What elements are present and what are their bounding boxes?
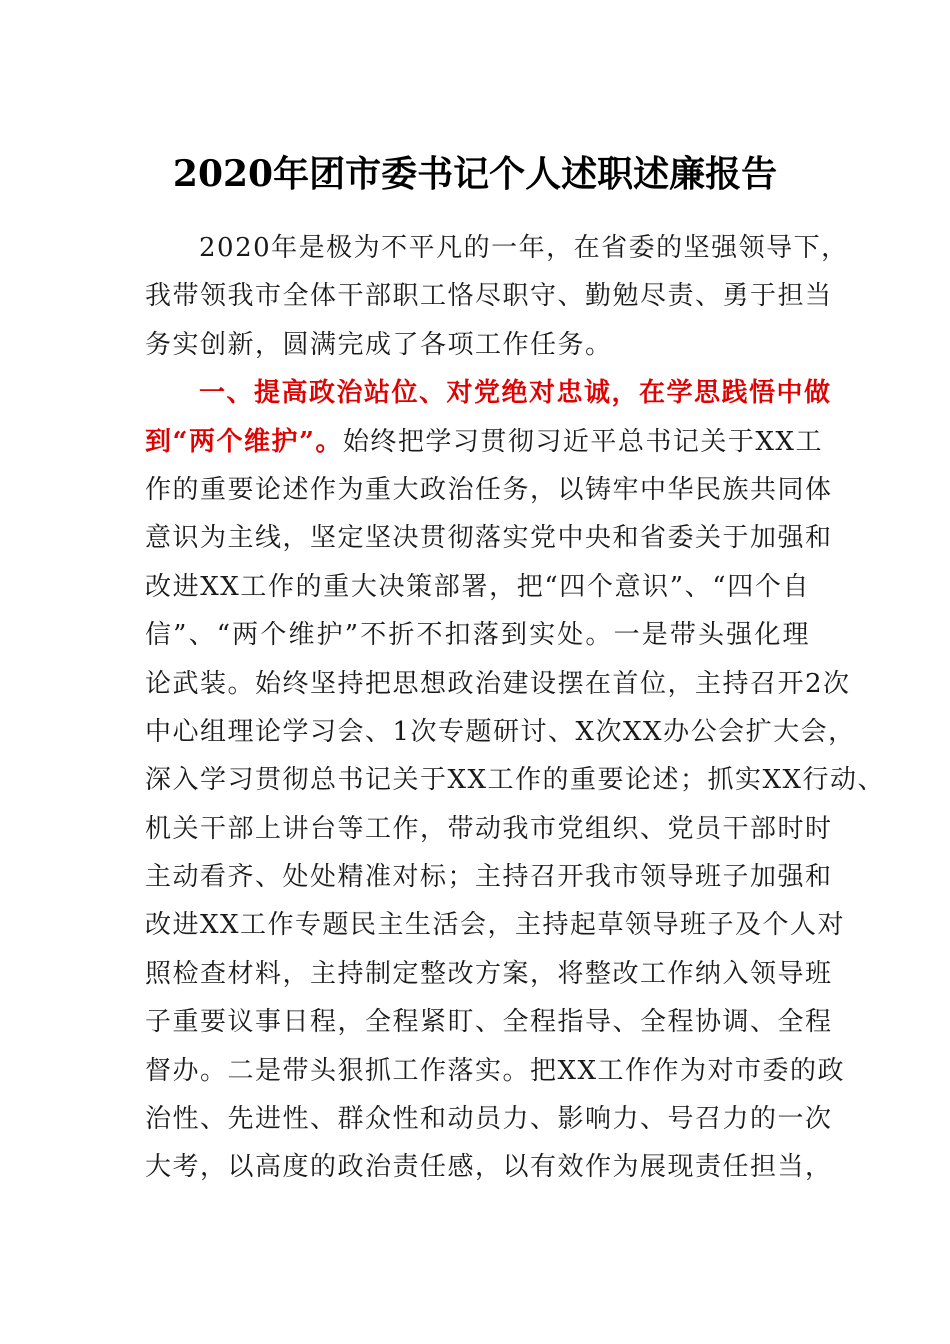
paragraph-line: 2020年是极为不平凡的一年，在省委的坚强领导下，	[199, 233, 849, 263]
paragraph-line: 督办。二是带头狠抓工作落实。把XX工作作为对市委的政	[145, 1055, 846, 1086]
paragraph-line: 治性、先进性、群众性和动员力、影响力、号召力的一次	[145, 1104, 833, 1135]
paragraph-line: 照检查材料，主持制定整改方案，将整改工作纳入领导班	[145, 958, 833, 989]
paragraph-line: 主动看齐、处处精准对标；主持召开我市领导班子加强和	[145, 862, 833, 893]
document-body	[145, 224, 886, 1192]
document-title: 2020年团市委书记个人述职述廉报告	[172, 153, 778, 195]
paragraph-line	[145, 418, 823, 466]
paragraph-line: 意识为主线，坚定坚决贯彻落实党中央和省委关于加强和	[145, 523, 833, 554]
paragraph-text: 始终把学习贯彻习近平总书记关于XX工	[342, 426, 823, 457]
paragraph-line: 中心组理论学习会、1次专题研讨、X次XX办公会扩大会，	[145, 716, 856, 747]
paragraph-line: 子重要议事日程，全程紧盯、全程指导、全程协调、全程	[145, 1007, 833, 1038]
paragraph-line: 机关干部上讲台等工作，带动我市党组织、党员干部时时	[145, 813, 833, 844]
paragraph-line: 深入学习贯彻总书记关于XX工作的重要论述；抓实XX行动、	[145, 765, 886, 796]
paragraph-line: 务实创新，圆满完成了各项工作任务。	[145, 329, 613, 360]
section-heading: 一、提高政治站位、对党绝对忠诚，在学思践悟中做	[199, 378, 832, 409]
paragraph-line: 大考，以高度的政治责任感，以有效作为展现责任担当，	[145, 1152, 833, 1183]
paragraph-line: 我带领我市全体干部职工恪尽职守、勤勉尽责、勇于担当	[145, 281, 833, 312]
section-heading-end: 到“两个维护”。	[145, 426, 343, 457]
paragraph-line: 信”、“两个维护”不折不扣落到实处。一是带头强化理	[145, 620, 810, 651]
paragraph-line: 作的重要论述作为重大政治任务，以铸牢中华民族共同体	[145, 474, 833, 505]
paragraph-line: 改进XX工作专题民主生活会，主持起草领导班子及个人对	[145, 910, 846, 941]
paragraph-line: 论武装。始终坚持把思想政治建设摆在首位，主持召开2次	[145, 668, 851, 699]
paragraph-line: 改进XX工作的重大决策部署，把“四个意识”、“四个自	[145, 571, 810, 602]
